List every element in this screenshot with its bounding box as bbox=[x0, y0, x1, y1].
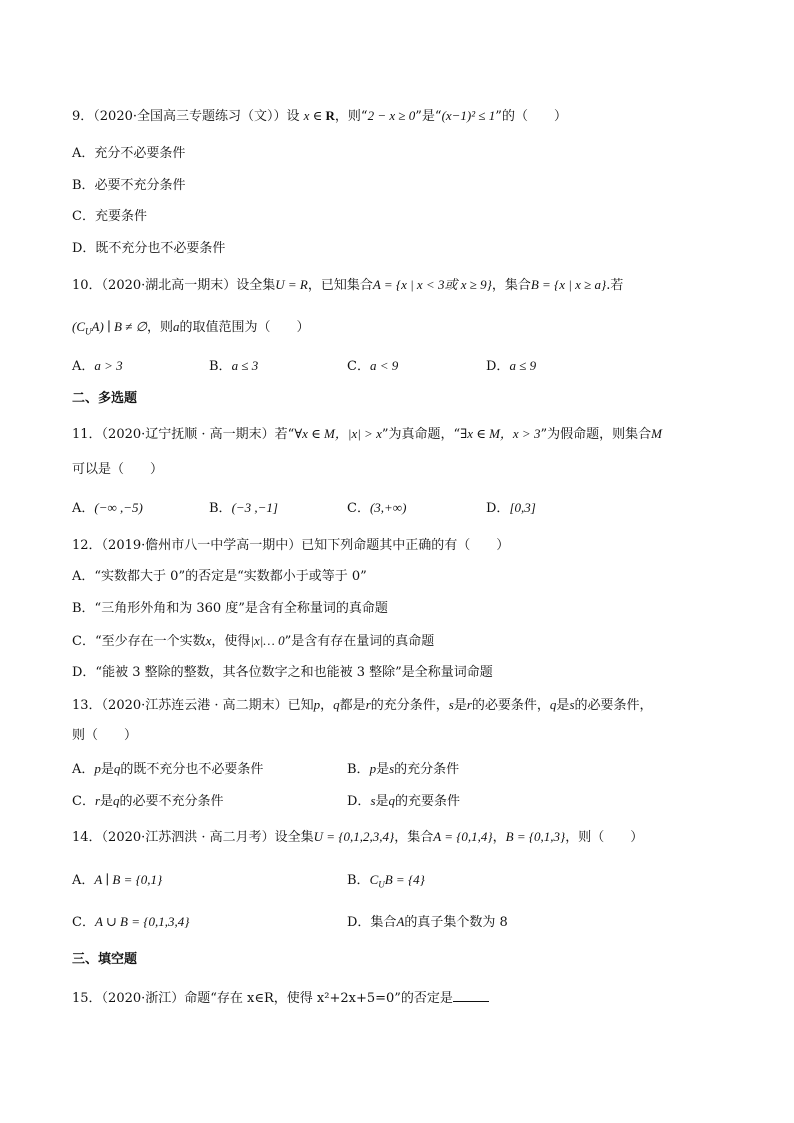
q13-stem-line1 bbox=[72, 696, 653, 715]
q14-option-b-label: B． bbox=[347, 873, 370, 888]
q13-line1-b: 都是 bbox=[339, 698, 366, 713]
q9-option-b: B．必要不充分条件 bbox=[72, 178, 186, 193]
q12-option-c bbox=[72, 632, 434, 651]
q10-option-a-label: A． bbox=[72, 359, 95, 374]
q13-option-c-text: 的必要不充分条件 bbox=[119, 794, 224, 809]
q13-option-b-var-s: s bbox=[389, 761, 395, 776]
q10-line2-b: ，则 bbox=[146, 320, 173, 335]
q10-universal-set: U = R bbox=[275, 277, 308, 292]
q13-var-p: p bbox=[313, 697, 321, 712]
q12-option-a: A．“实数都大于 0”的否定是“实数都小于或等于 0” bbox=[72, 569, 367, 584]
q13-option-a-var-q: q bbox=[113, 761, 121, 776]
q12-option-b: B．“三角形外角和为 360 度”是含有全称量词的真命题 bbox=[72, 601, 388, 616]
q9-stem-b: ，则“ bbox=[334, 109, 368, 124]
q10-complement: (C bbox=[72, 319, 85, 334]
q13-option-b-label: B． bbox=[347, 762, 370, 777]
q10-option-d-value: a ≤ 9 bbox=[509, 358, 537, 373]
q12-stem: 12．（2019·儋州市八一中学高一期中）已知下列命题其中正确的有（ ） bbox=[72, 538, 510, 553]
q14-set-u: U = {0,1,2,3,4} bbox=[313, 829, 395, 844]
q13-option-a-is: 是 bbox=[100, 762, 114, 777]
q13-option-a-text: 的既不充分也不必要条件 bbox=[120, 762, 264, 777]
q11-option-c-label: C． bbox=[347, 501, 370, 516]
q11-expr-1: ∀x ∈ M，|x| > x bbox=[294, 426, 382, 441]
q11-stem-line1 bbox=[72, 425, 662, 444]
q9-condition-1: 2 − x ≥ 0 bbox=[367, 108, 416, 123]
q14-option-d bbox=[347, 913, 508, 932]
q13-var-q: q bbox=[333, 697, 340, 712]
q11-var-m: M bbox=[651, 426, 662, 441]
q10-line1-a: 10．（2020·湖北高一期末）设全集 bbox=[72, 278, 276, 293]
q11-option-d-label: D． bbox=[486, 501, 510, 516]
q10-option-b bbox=[209, 357, 258, 376]
q13-option-d-text: 的充要条件 bbox=[395, 794, 461, 809]
q9-stem-prefix: 9．（2020·全国高三专题练习（文））设 bbox=[72, 109, 304, 124]
q11-option-d bbox=[486, 499, 536, 518]
q13-var-q-2: q bbox=[549, 697, 557, 712]
q11-option-c-value: (3,+∞) bbox=[369, 500, 407, 515]
q14-option-c bbox=[72, 913, 189, 932]
q10-complement-rest: A) ∣ B ≠ ∅ bbox=[91, 319, 147, 334]
q14-sep: ， bbox=[492, 830, 506, 845]
q14-option-d-a: D．集合 bbox=[347, 915, 397, 930]
q14-option-c-value: A ∪ B = {0,1,3,4} bbox=[94, 914, 190, 929]
q13-option-d bbox=[347, 792, 460, 811]
q14-option-b-value: B = {4} bbox=[384, 872, 425, 887]
q14-option-a bbox=[72, 871, 162, 890]
q11-option-a bbox=[72, 499, 143, 518]
q15-text: 15．（2020·浙江）命题“存在 x∈R，使得 x²+2x+5=0”的否定是 bbox=[72, 991, 453, 1006]
q9-option-d: D．既不充分也不必要条件 bbox=[72, 241, 226, 256]
q13-line1-g: 的必要条件， bbox=[574, 698, 653, 713]
q13-option-d-is: 是 bbox=[375, 794, 389, 809]
q14-set-b: B = {0,1,3} bbox=[505, 829, 566, 844]
q13-option-b-is: 是 bbox=[376, 762, 390, 777]
q14-option-d-b: 的真子集个数为 8 bbox=[404, 915, 508, 930]
q13-option-c-label: C． bbox=[72, 794, 95, 809]
q13-option-b-var-p: p bbox=[369, 761, 377, 776]
q10-option-d-label: D． bbox=[486, 359, 510, 374]
q10-line1-c: ，集合 bbox=[491, 278, 531, 293]
q11-option-d-value: [0,3] bbox=[509, 500, 536, 515]
q14-line1-b: ，集合 bbox=[394, 830, 434, 845]
q13-option-c bbox=[72, 792, 224, 811]
q10-option-a-value: a > 3 bbox=[94, 358, 123, 373]
q11-option-b bbox=[209, 499, 278, 518]
q14-line1-c: ，则（ ） bbox=[565, 830, 644, 845]
q13-var-r: r bbox=[365, 697, 371, 712]
q10-stem-line1 bbox=[72, 276, 623, 295]
q13-line1-f: 是 bbox=[556, 698, 570, 713]
q14-option-a-value: A ∣ B = {0,1} bbox=[94, 872, 163, 887]
q14-option-a-label: A． bbox=[72, 873, 95, 888]
q13-option-c-is: 是 bbox=[100, 794, 114, 809]
q9-stem bbox=[72, 107, 567, 126]
q10-set-a: A = {x | x < 3或 x ≥ 9} bbox=[372, 277, 492, 292]
q10-option-b-value: a ≤ 3 bbox=[231, 358, 259, 373]
q13-line1-a: 13．（2020·江苏连云港 · 高二期末）已知 bbox=[72, 698, 314, 713]
q9-real-set: R bbox=[325, 108, 335, 123]
q13-comma: ， bbox=[320, 698, 334, 713]
q13-option-d-var-s: s bbox=[370, 793, 376, 808]
q14-option-d-var-a: A bbox=[396, 914, 405, 929]
q11-option-a-label: A． bbox=[72, 501, 95, 516]
q9-stem-c: ”是“ bbox=[415, 109, 442, 124]
q14-line1-a: 14．（2020·江苏泗洪 · 高二月考）设全集 bbox=[72, 830, 314, 845]
q9-stem-d: ”的（ ） bbox=[495, 109, 567, 124]
q12-option-c-a: C．“至少存在一个实数 bbox=[72, 634, 206, 649]
q14-option-b-sub: U bbox=[378, 879, 385, 890]
q14-option-b-complement: C bbox=[369, 872, 379, 887]
q13-option-c-var-q: q bbox=[113, 793, 120, 808]
q13-option-a-var-p: p bbox=[94, 761, 101, 776]
q11-expr-2: ∃x ∈ M，x > 3 bbox=[460, 426, 541, 441]
q12-option-c-b: ，使得 bbox=[211, 634, 251, 649]
q10-line1-d: .若 bbox=[606, 278, 624, 293]
q10-option-d bbox=[486, 357, 536, 376]
q13-var-r-2: r bbox=[466, 697, 472, 712]
q11-option-a-value: (−∞ ,−5) bbox=[94, 500, 143, 515]
q11-line1-a: 11．（2020·辽宁抚顺 · 高一期末）若“ bbox=[72, 427, 295, 442]
q10-var-a: a bbox=[172, 319, 180, 334]
q10-option-a bbox=[72, 357, 123, 376]
q13-line1-c: 的充分条件， bbox=[370, 698, 449, 713]
q15-answer-blank[interactable] bbox=[453, 987, 489, 1002]
q10-option-c-value: a < 9 bbox=[369, 358, 399, 373]
section-heading-fill-in: 三、填空题 bbox=[72, 952, 138, 967]
q9-condition-2: (x−1)² ≤ 1 bbox=[441, 108, 496, 123]
q9-in: ∈ bbox=[309, 108, 326, 123]
q13-var-s: s bbox=[448, 697, 454, 712]
q12-option-d: D．“能被 3 整除的整数，其各位数字之和也能被 3 整除”是全称量词命题 bbox=[72, 665, 493, 680]
q13-var-s-2: s bbox=[569, 697, 575, 712]
q9-option-c: C．充要条件 bbox=[72, 209, 147, 224]
section-heading-multi-choice: 二、多选题 bbox=[72, 391, 138, 406]
q13-line1-d: 是 bbox=[453, 698, 467, 713]
q13-line1-e: 的必要条件， bbox=[471, 698, 550, 713]
q10-option-b-label: B． bbox=[209, 359, 232, 374]
q10-option-c-label: C． bbox=[347, 359, 370, 374]
q9-var-x: x bbox=[303, 108, 310, 123]
q10-line2-c: 的取值范围为（ ） bbox=[179, 320, 310, 335]
q11-line1-c: ”为假命题，则集合 bbox=[540, 427, 652, 442]
q13-option-a bbox=[72, 760, 263, 779]
q11-stem-line2: 可以是（ ） bbox=[72, 462, 164, 477]
q15-stem bbox=[72, 987, 489, 1008]
q10-line1-b: ，已知集合 bbox=[307, 278, 373, 293]
q14-option-b bbox=[347, 871, 425, 894]
q14-option-c-label: C． bbox=[72, 915, 95, 930]
q14-stem bbox=[72, 828, 643, 847]
q13-option-b-text: 的充分条件 bbox=[394, 762, 460, 777]
q11-option-b-value: (−3 ,−1] bbox=[231, 500, 278, 515]
q11-line1-b: ”为真命题，“ bbox=[381, 427, 461, 442]
q10-option-c bbox=[347, 357, 398, 376]
q13-option-a-label: A． bbox=[72, 762, 95, 777]
q13-stem-line2: 则（ ） bbox=[72, 728, 138, 743]
q12-option-c-var-x: x bbox=[205, 633, 212, 648]
q14-set-a: A = {0,1,4} bbox=[433, 829, 493, 844]
q10-stem-line2 bbox=[72, 318, 309, 341]
q12-option-c-expr: |x|… 0 bbox=[250, 633, 285, 648]
q13-option-d-label: D． bbox=[347, 794, 371, 809]
q9-option-a: A．充分不必要条件 bbox=[72, 146, 186, 161]
q11-option-c bbox=[347, 499, 406, 518]
q10-set-b: B = {x | x ≥ a} bbox=[530, 277, 607, 292]
q11-option-b-label: B． bbox=[209, 501, 232, 516]
q13-option-d-var-q: q bbox=[388, 793, 396, 808]
q12-option-c-c: ”是含有存在量词的真命题 bbox=[284, 634, 435, 649]
q13-option-b bbox=[347, 760, 459, 779]
q10-complement-sub: U bbox=[85, 326, 92, 337]
q13-option-c-var-r: r bbox=[94, 793, 101, 808]
